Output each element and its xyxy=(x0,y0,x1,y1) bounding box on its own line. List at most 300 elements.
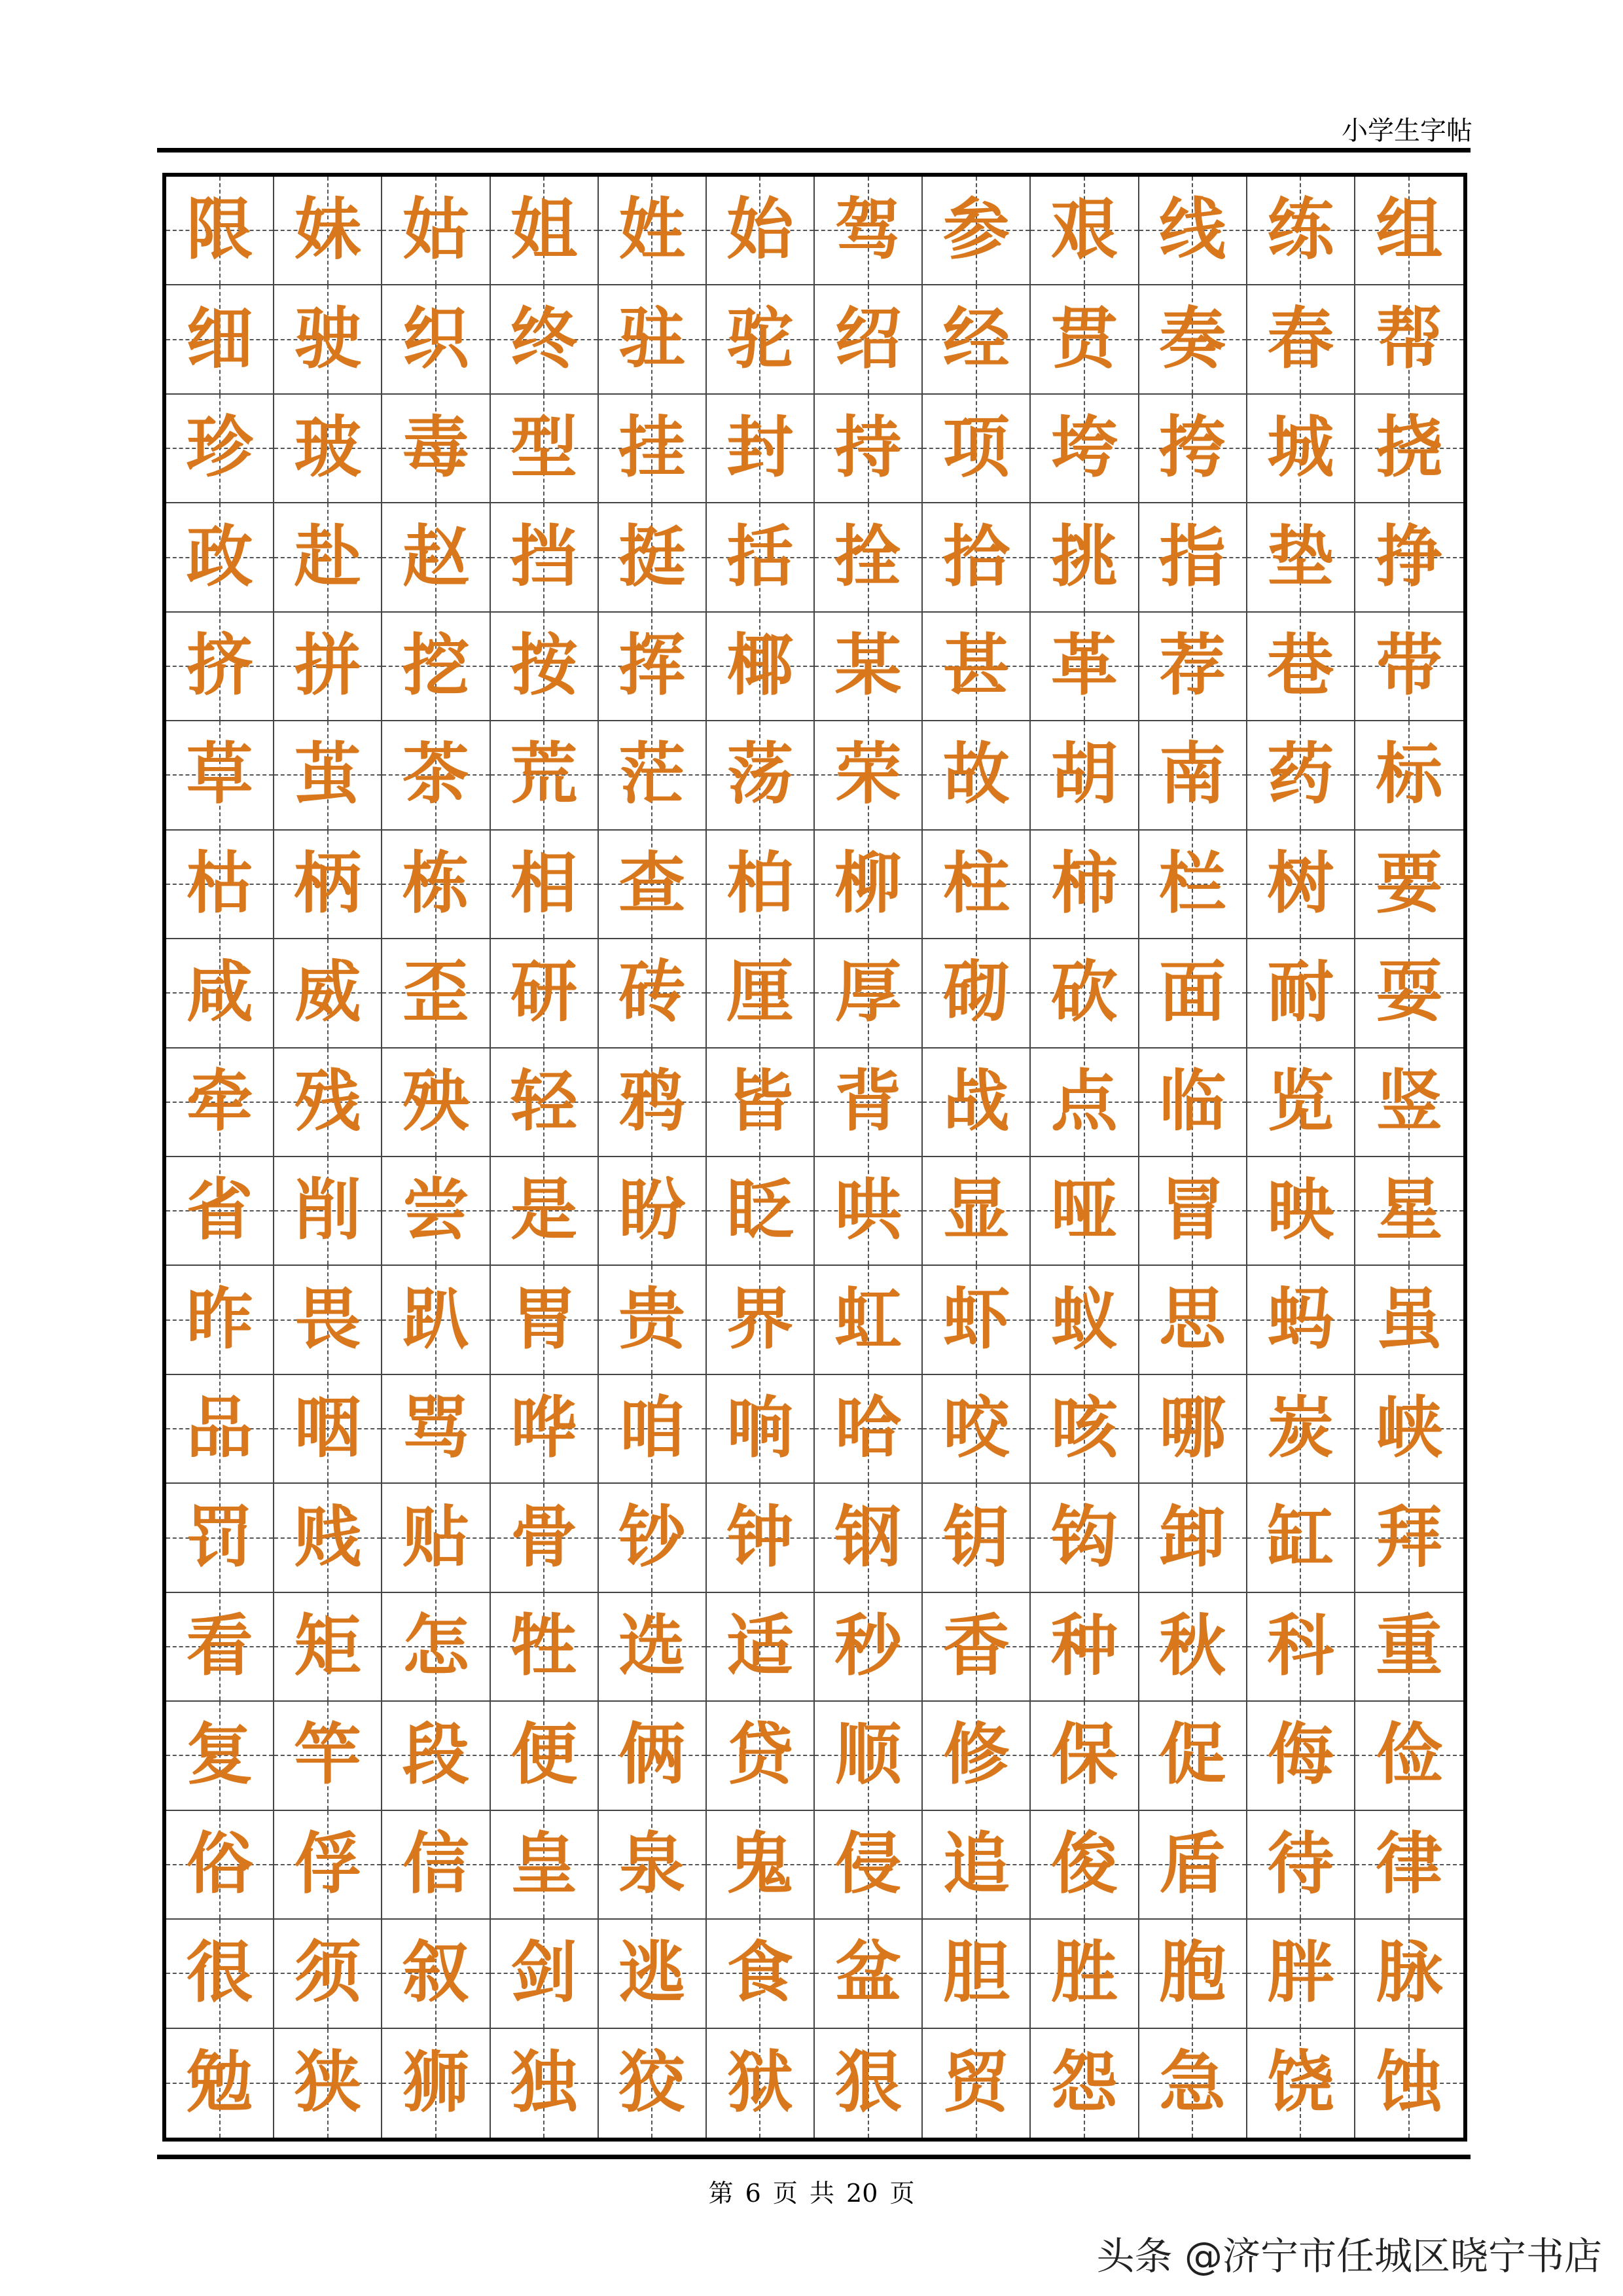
grid-cell xyxy=(707,1049,815,1157)
grid-cell xyxy=(382,613,490,721)
grid-cell xyxy=(599,503,707,612)
grid-cell xyxy=(1031,939,1139,1048)
practice-character: 点 xyxy=(1050,1062,1118,1141)
practice-character: 趴 xyxy=(402,1280,469,1359)
practice-character: 勉 xyxy=(186,2043,253,2122)
practice-character: 姐 xyxy=(510,191,578,270)
practice-character: 持 xyxy=(834,409,902,488)
grid-cell xyxy=(1247,613,1355,721)
grid-cell xyxy=(491,1049,599,1157)
grid-cell xyxy=(1247,1484,1355,1592)
practice-character: 俭 xyxy=(1376,1716,1443,1795)
grid-cell xyxy=(1355,2029,1463,2138)
practice-character: 畏 xyxy=(294,1280,361,1359)
grid-cell xyxy=(166,1484,274,1592)
grid-cell xyxy=(1031,503,1139,612)
practice-character: 界 xyxy=(726,1280,794,1359)
practice-character: 柱 xyxy=(942,844,1010,923)
header-rule xyxy=(157,148,1471,152)
grid-cell xyxy=(815,1375,923,1484)
grid-cell xyxy=(1031,285,1139,394)
practice-character: 垮 xyxy=(1050,409,1118,488)
practice-character: 哗 xyxy=(510,1390,578,1468)
character-grid xyxy=(162,173,1467,2142)
practice-character: 终 xyxy=(510,300,578,378)
grid-cell xyxy=(1139,613,1247,721)
practice-character: 柳 xyxy=(834,844,902,923)
practice-character: 映 xyxy=(1267,1172,1334,1250)
practice-character: 皆 xyxy=(726,1062,794,1141)
grid-cell xyxy=(491,177,599,285)
practice-character: 蚂 xyxy=(1267,1280,1334,1359)
grid-cell xyxy=(599,1049,707,1157)
grid-cell xyxy=(166,1593,274,1702)
grid-cell xyxy=(707,831,815,939)
practice-character: 限 xyxy=(186,191,253,270)
grid-cell xyxy=(491,831,599,939)
grid-cell xyxy=(166,395,274,503)
grid-cell xyxy=(923,1484,1031,1592)
grid-cell xyxy=(1031,721,1139,830)
grid-cell xyxy=(382,721,490,830)
grid-cell xyxy=(815,395,923,503)
practice-character: 是 xyxy=(510,1172,578,1250)
grid-cell xyxy=(707,2029,815,2138)
grid-cell xyxy=(923,1920,1031,2028)
practice-character: 牲 xyxy=(510,1607,578,1685)
practice-character: 绍 xyxy=(834,300,902,378)
grid-cell xyxy=(382,1375,490,1484)
practice-character: 矩 xyxy=(294,1607,361,1685)
practice-character: 耍 xyxy=(1376,954,1443,1032)
grid-cell xyxy=(1247,1157,1355,1266)
practice-character: 保 xyxy=(1050,1716,1118,1795)
practice-character: 复 xyxy=(186,1716,253,1795)
grid-cell xyxy=(923,177,1031,285)
grid-cell xyxy=(1139,1266,1247,1374)
grid-cell xyxy=(815,2029,923,2138)
grid-cell xyxy=(923,831,1031,939)
practice-character: 适 xyxy=(726,1607,794,1685)
practice-character: 星 xyxy=(1376,1172,1443,1250)
grid-cell xyxy=(166,1157,274,1266)
grid-cell xyxy=(599,613,707,721)
practice-character: 故 xyxy=(942,736,1010,814)
practice-character: 挑 xyxy=(1050,518,1118,596)
practice-character: 威 xyxy=(294,954,361,1032)
grid-cell xyxy=(707,1702,815,1810)
grid-cell xyxy=(923,285,1031,394)
grid-cell xyxy=(1139,2029,1247,2138)
practice-character: 修 xyxy=(942,1716,1010,1795)
grid-cell xyxy=(1031,613,1139,721)
practice-character: 荒 xyxy=(510,736,578,814)
practice-character: 背 xyxy=(834,1062,902,1141)
practice-character: 线 xyxy=(1159,191,1226,270)
grid-cell xyxy=(1139,1593,1247,1702)
practice-character: 贱 xyxy=(294,1498,361,1577)
grid-cell xyxy=(1355,1811,1463,1920)
grid-cell xyxy=(707,177,815,285)
practice-character: 蚀 xyxy=(1376,2043,1443,2122)
grid-cell xyxy=(382,1920,490,2028)
grid-cell xyxy=(382,1266,490,1374)
grid-cell xyxy=(274,939,382,1048)
grid-cell xyxy=(382,503,490,612)
grid-cell xyxy=(923,721,1031,830)
grid-cell xyxy=(382,1593,490,1702)
practice-character: 树 xyxy=(1267,844,1334,923)
grid-cell xyxy=(274,1375,382,1484)
grid-cell xyxy=(382,1049,490,1157)
practice-character: 钩 xyxy=(1050,1498,1118,1577)
grid-cell xyxy=(815,1920,923,2028)
grid-cell xyxy=(923,613,1031,721)
grid-cell xyxy=(491,503,599,612)
practice-character: 茶 xyxy=(402,736,469,814)
practice-character: 挎 xyxy=(1159,409,1226,488)
practice-character: 型 xyxy=(510,409,578,488)
practice-character: 胡 xyxy=(1050,736,1118,814)
grid-cell xyxy=(491,395,599,503)
practice-character: 赵 xyxy=(402,518,469,596)
practice-character: 姓 xyxy=(618,191,686,270)
practice-character: 残 xyxy=(294,1062,361,1141)
grid-cell xyxy=(1355,1157,1463,1266)
grid-cell xyxy=(815,1266,923,1374)
grid-cell xyxy=(599,395,707,503)
grid-cell xyxy=(1247,177,1355,285)
grid-cell xyxy=(491,2029,599,2138)
practice-character: 革 xyxy=(1050,626,1118,705)
practice-character: 叙 xyxy=(402,1934,469,2013)
grid-cell xyxy=(166,1920,274,2028)
practice-character: 咬 xyxy=(942,1390,1010,1468)
practice-character: 奏 xyxy=(1159,300,1226,378)
grid-cell xyxy=(1031,1484,1139,1592)
grid-cell xyxy=(1247,1920,1355,2028)
grid-cell xyxy=(815,831,923,939)
grid-cell xyxy=(1031,1049,1139,1157)
practice-character: 牵 xyxy=(186,1062,253,1141)
grid-cell xyxy=(1355,613,1463,721)
grid-cell xyxy=(923,1049,1031,1157)
practice-character: 挠 xyxy=(1376,409,1443,488)
practice-character: 峡 xyxy=(1376,1390,1443,1468)
grid-cell xyxy=(923,1811,1031,1920)
practice-character: 昨 xyxy=(186,1280,253,1359)
practice-character: 怨 xyxy=(1050,2043,1118,2122)
practice-character: 缸 xyxy=(1267,1498,1334,1577)
grid-cell xyxy=(274,831,382,939)
grid-cell xyxy=(166,1266,274,1374)
practice-character: 卸 xyxy=(1159,1498,1226,1577)
practice-character: 胜 xyxy=(1050,1934,1118,2013)
practice-character: 柏 xyxy=(726,844,794,923)
practice-character: 贵 xyxy=(618,1280,686,1359)
grid-cell xyxy=(1247,1702,1355,1810)
grid-cell xyxy=(1355,939,1463,1048)
grid-cell xyxy=(491,721,599,830)
grid-cell xyxy=(599,939,707,1048)
practice-character: 冒 xyxy=(1159,1172,1226,1250)
grid-cell xyxy=(923,1593,1031,1702)
practice-character: 信 xyxy=(402,1825,469,1903)
practice-character: 标 xyxy=(1376,736,1443,814)
practice-character: 面 xyxy=(1159,954,1226,1032)
practice-character: 狠 xyxy=(834,2043,902,2122)
grid-cell xyxy=(274,1920,382,2028)
grid-cell xyxy=(599,2029,707,2138)
practice-character: 段 xyxy=(402,1716,469,1795)
grid-cell xyxy=(815,503,923,612)
practice-character: 某 xyxy=(834,626,902,705)
grid-cell xyxy=(166,721,274,830)
practice-character: 驶 xyxy=(294,300,361,378)
grid-cell xyxy=(599,285,707,394)
grid-cell xyxy=(382,285,490,394)
grid-cell xyxy=(1031,1811,1139,1920)
grid-cell xyxy=(1247,1266,1355,1374)
practice-character: 春 xyxy=(1267,300,1334,378)
grid-cell xyxy=(1355,1266,1463,1374)
grid-cell xyxy=(707,1375,815,1484)
practice-character: 妹 xyxy=(294,191,361,270)
grid-cell xyxy=(1247,395,1355,503)
practice-character: 逃 xyxy=(618,1934,686,2013)
practice-character: 姑 xyxy=(402,191,469,270)
grid-cell xyxy=(491,285,599,394)
grid-cell xyxy=(274,177,382,285)
practice-character: 胆 xyxy=(942,1934,1010,2013)
grid-cell xyxy=(166,1702,274,1810)
grid-cell xyxy=(815,613,923,721)
grid-cell xyxy=(1355,1484,1463,1592)
grid-cell xyxy=(707,613,815,721)
grid-cell xyxy=(382,1484,490,1592)
practice-character: 艰 xyxy=(1050,191,1118,270)
grid-cell xyxy=(166,285,274,394)
grid-cell xyxy=(382,395,490,503)
practice-character: 巷 xyxy=(1267,626,1334,705)
practice-character: 药 xyxy=(1267,736,1334,814)
practice-character: 选 xyxy=(618,1607,686,1685)
practice-character: 皇 xyxy=(510,1825,578,1903)
practice-character: 经 xyxy=(942,300,1010,378)
grid-cell xyxy=(923,1157,1031,1266)
watermark: 头条 @济宁市任城区晓宁书店 xyxy=(1096,2234,1602,2278)
practice-character: 挤 xyxy=(186,626,253,705)
practice-character: 狮 xyxy=(402,2043,469,2122)
grid-cell xyxy=(599,831,707,939)
grid-cell xyxy=(1031,1593,1139,1702)
practice-character: 指 xyxy=(1159,518,1226,596)
grid-cell xyxy=(491,1484,599,1592)
practice-character: 按 xyxy=(510,626,578,705)
practice-character: 织 xyxy=(402,300,469,378)
practice-character: 眨 xyxy=(726,1172,794,1250)
practice-character: 看 xyxy=(186,1607,253,1685)
grid-cell xyxy=(382,939,490,1048)
practice-character: 查 xyxy=(618,844,686,923)
practice-character: 相 xyxy=(510,844,578,923)
practice-character: 胞 xyxy=(1159,1934,1226,2013)
grid-cell xyxy=(707,1811,815,1920)
grid-cell xyxy=(1139,1049,1247,1157)
practice-character: 玻 xyxy=(294,409,361,488)
practice-character: 贸 xyxy=(942,2043,1010,2122)
grid-cell xyxy=(166,1049,274,1157)
grid-cell xyxy=(1031,831,1139,939)
grid-cell xyxy=(1247,1049,1355,1157)
grid-cell xyxy=(1139,177,1247,285)
practice-character: 柄 xyxy=(294,844,361,923)
grid-cell xyxy=(815,939,923,1048)
grid-cell xyxy=(1139,1375,1247,1484)
grid-cell xyxy=(815,177,923,285)
practice-character: 钥 xyxy=(942,1498,1010,1577)
practice-character: 待 xyxy=(1267,1825,1334,1903)
grid-cell xyxy=(707,503,815,612)
grid-cell xyxy=(815,285,923,394)
practice-character: 削 xyxy=(294,1172,361,1250)
practice-character: 哪 xyxy=(1159,1390,1226,1468)
practice-character: 哄 xyxy=(834,1172,902,1250)
practice-character: 咽 xyxy=(294,1390,361,1468)
practice-character: 栏 xyxy=(1159,844,1226,923)
grid-cell xyxy=(815,1157,923,1266)
practice-character: 狭 xyxy=(294,2043,361,2122)
grid-cell xyxy=(1247,2029,1355,2138)
grid-cell xyxy=(1031,1920,1139,2028)
grid-cell xyxy=(599,1702,707,1810)
grid-cell xyxy=(599,1375,707,1484)
practice-character: 砌 xyxy=(942,954,1010,1032)
grid-cell xyxy=(491,1702,599,1810)
practice-character: 思 xyxy=(1159,1280,1226,1359)
grid-cell xyxy=(1139,939,1247,1048)
grid-cell xyxy=(815,1702,923,1810)
grid-cell xyxy=(1355,721,1463,830)
grid-cell xyxy=(815,721,923,830)
grid-cell xyxy=(274,1593,382,1702)
practice-character: 参 xyxy=(942,191,1010,270)
grid-cell xyxy=(166,2029,274,2138)
grid-cell xyxy=(707,939,815,1048)
grid-cell xyxy=(599,1266,707,1374)
practice-character: 盾 xyxy=(1159,1825,1226,1903)
practice-character: 秒 xyxy=(834,1607,902,1685)
grid-cell xyxy=(1031,1266,1139,1374)
practice-character: 急 xyxy=(1159,2043,1226,2122)
practice-character: 练 xyxy=(1267,191,1334,270)
practice-character: 蚁 xyxy=(1050,1280,1118,1359)
practice-character: 临 xyxy=(1159,1062,1226,1141)
practice-character: 狡 xyxy=(618,2043,686,2122)
practice-character: 虹 xyxy=(834,1280,902,1359)
grid-cell xyxy=(599,1811,707,1920)
practice-character: 览 xyxy=(1267,1062,1334,1141)
grid-cell xyxy=(815,1049,923,1157)
grid-cell xyxy=(1139,831,1247,939)
practice-character: 种 xyxy=(1050,1607,1118,1685)
practice-character: 咸 xyxy=(186,954,253,1032)
grid-cell xyxy=(166,503,274,612)
practice-character: 哈 xyxy=(834,1390,902,1468)
grid-cell xyxy=(274,1157,382,1266)
practice-character: 砍 xyxy=(1050,954,1118,1032)
grid-cell xyxy=(1247,939,1355,1048)
practice-character: 甚 xyxy=(942,626,1010,705)
practice-character: 俘 xyxy=(294,1825,361,1903)
grid-cell xyxy=(491,1157,599,1266)
practice-character: 厚 xyxy=(834,954,902,1032)
grid-cell xyxy=(1355,395,1463,503)
practice-character: 哑 xyxy=(1050,1172,1118,1250)
practice-character: 顺 xyxy=(834,1716,902,1795)
practice-character: 虾 xyxy=(942,1280,1010,1359)
practice-character: 俩 xyxy=(618,1716,686,1795)
practice-character: 竿 xyxy=(294,1716,361,1795)
grid-cell xyxy=(1247,1375,1355,1484)
grid-cell xyxy=(1355,1375,1463,1484)
grid-cell xyxy=(274,1484,382,1592)
practice-character: 赴 xyxy=(294,518,361,596)
grid-cell xyxy=(1139,1702,1247,1810)
practice-character: 省 xyxy=(186,1172,253,1250)
practice-character: 研 xyxy=(510,954,578,1032)
grid-cell xyxy=(1139,395,1247,503)
grid-cell xyxy=(274,1702,382,1810)
grid-cell xyxy=(491,939,599,1048)
grid-cell xyxy=(599,1920,707,2028)
practice-character: 城 xyxy=(1267,409,1334,488)
practice-character: 厘 xyxy=(726,954,794,1032)
practice-character: 殃 xyxy=(402,1062,469,1141)
practice-character: 尝 xyxy=(402,1172,469,1250)
grid-cell xyxy=(923,1266,1031,1374)
practice-character: 帮 xyxy=(1376,300,1443,378)
practice-character: 战 xyxy=(942,1062,1010,1141)
practice-character: 拼 xyxy=(294,626,361,705)
grid-cell xyxy=(274,503,382,612)
footer-rule xyxy=(157,2155,1471,2159)
practice-character: 钟 xyxy=(726,1498,794,1577)
grid-cell xyxy=(1355,831,1463,939)
grid-cell xyxy=(491,1920,599,2028)
practice-character: 追 xyxy=(942,1825,1010,1903)
practice-character: 泉 xyxy=(618,1825,686,1903)
practice-character: 挂 xyxy=(618,409,686,488)
practice-character: 竖 xyxy=(1376,1062,1443,1141)
practice-character: 俗 xyxy=(186,1825,253,1903)
grid-cell xyxy=(1247,831,1355,939)
practice-character: 贯 xyxy=(1050,300,1118,378)
grid-cell xyxy=(599,1593,707,1702)
practice-character: 草 xyxy=(186,736,253,814)
practice-character: 垫 xyxy=(1267,518,1334,596)
practice-character: 便 xyxy=(510,1716,578,1795)
grid-cell xyxy=(599,1157,707,1266)
grid-cell xyxy=(1139,1157,1247,1266)
grid-cell xyxy=(1139,503,1247,612)
practice-character: 驼 xyxy=(726,300,794,378)
practice-character: 柿 xyxy=(1050,844,1118,923)
practice-character: 毒 xyxy=(402,409,469,488)
grid-cell xyxy=(1355,177,1463,285)
page-number: 第 6 页 共 20 页 xyxy=(708,2179,915,2208)
grid-cell xyxy=(1139,1484,1247,1592)
